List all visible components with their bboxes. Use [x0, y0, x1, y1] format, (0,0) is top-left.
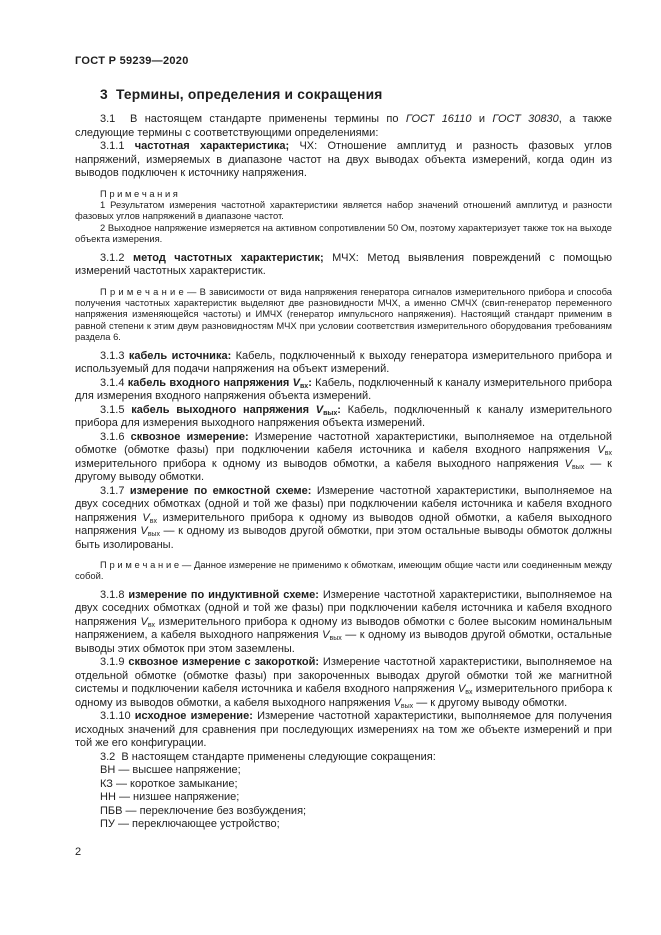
text-run: 3.1.10	[100, 710, 135, 723]
text-run: вх	[149, 517, 157, 525]
term-3-1-6	[75, 431, 612, 485]
text-run: Кабель, подключенный к выходу генератора измерительного прибора и используемый для подачи напряжения на объект измерений.	[75, 349, 612, 376]
abbrev-item-kz	[75, 778, 612, 792]
text-run: 3.1.4	[100, 376, 128, 389]
text-run: V	[140, 615, 148, 628]
text-run: вх	[300, 382, 309, 390]
text-run: П р и м е ч а н и е — Данное измерение не применимо к обмоткам, имеющим общие части или соединенным между собой.	[75, 559, 612, 582]
text-run: 3.1.6	[100, 430, 131, 443]
term-3-1-10	[75, 710, 612, 751]
text-run: вх	[465, 689, 473, 697]
abbrev-item-pbv	[75, 805, 612, 819]
text-run: 3.1.9	[100, 656, 129, 669]
text-run: ЧХ: Отношение амплитуд и разность фазовых углов напряжений, измеряемых в диапазоне частот на двух выводах объекта измерений, когда один из выводов подключен к источнику напряжения.	[75, 140, 612, 179]
text-run: МЧХ: Метод выявления повреждений с помощью измерений частотных характеристик.	[75, 251, 612, 278]
text-run: измерительного прибора к одному из выводов одной обмотки, а кабеля выходного напряжения	[75, 511, 612, 538]
text-run: ГОСТ 16110	[405, 113, 472, 125]
note-3-1-1-item-1	[75, 199, 612, 222]
text-run: и	[471, 113, 493, 125]
text-run: кабель входного напряжения	[127, 376, 293, 389]
document-body	[75, 87, 612, 832]
text-run: вых	[147, 531, 160, 539]
text-run: измерительного прибора к одному из выводов обмотки, а кабеля выходного напряжения	[75, 683, 613, 709]
text-run: — к другому выводу обмотки.	[413, 696, 568, 709]
text-run: 3.1.7	[100, 484, 130, 497]
text-run: Кабель, подключенный к каналу измерительного прибора для измерения входного напряжения объекта измерений.	[75, 376, 613, 403]
note-3-1-2	[75, 286, 612, 343]
text-run: V	[140, 525, 148, 538]
text-run: Измерение частотной характеристики, выполняемое на отдельной обмотке (обмотке фазы) при подключении кабеля источника и кабеля входного напряжения	[75, 430, 613, 457]
term-3-1-8	[75, 589, 612, 657]
text-run: кабель выходного напряжения	[131, 403, 316, 416]
text-run: — к другому выводу обмотки.	[75, 457, 612, 484]
text-run: V	[457, 683, 466, 696]
text-run: исходное измерение:	[134, 710, 253, 723]
para-3-2	[75, 751, 612, 765]
text-run: 3.1.1	[100, 140, 135, 152]
text-run: вых	[329, 635, 342, 643]
text-run: вых	[323, 409, 338, 417]
text-run: Измерение частотной характеристики, выполняемое на двух соседних обмотках (одной и той же фазы) при подключении кабеля источника и кабеля входного напряжения	[75, 484, 612, 524]
text-run: V	[597, 444, 605, 457]
para-3-1	[75, 113, 612, 140]
term-3-1-7	[75, 485, 612, 553]
text-run: V	[393, 696, 401, 709]
text-run: сквозное измерение:	[130, 430, 249, 443]
document-header-standard-code: ГОСТ Р 59239—2020	[75, 55, 189, 67]
text-run: Измерение частотной характеристики, выполняемое на двух соседних обмотках (одной и той же фазы) при подключении кабеля источника и кабеля входного напряжения	[75, 588, 612, 628]
text-run: Кабель, подключенный к каналу измерительного прибора для измерения выходного напряжения объекта измерений.	[75, 403, 612, 430]
text-run: :	[308, 376, 312, 389]
text-run: ПУ — переключающее устройство;	[100, 818, 280, 831]
text-run: КЗ — короткое замыкание;	[100, 777, 238, 790]
text-run: , а также следующие термины с соответствующими определениями:	[75, 113, 612, 139]
text-run: измерительного прибора к одному из выводов обмотки, а кабеля выходного напряжения	[75, 457, 565, 470]
text-run: V	[142, 511, 150, 524]
text-run: вх	[604, 450, 612, 458]
text-run: 3.1.2	[100, 251, 133, 264]
term-3-1-9	[75, 656, 612, 710]
abbrev-item-nn	[75, 791, 612, 805]
term-3-1-2	[75, 252, 612, 279]
text-run: 1 Результатом измерения частотной характеристики является набор значений отношений амплитуд и разности фазовых углов напряжений в диапазоне частот.	[75, 198, 612, 222]
note-3-1-7	[75, 559, 612, 582]
text-run: 3.1 В настоящем стандарте применены термины по	[100, 113, 406, 125]
text-run: 3 Термины, определения и сокращения	[100, 87, 383, 102]
text-run: вых	[400, 702, 414, 710]
text-run: метод частотных характеристик;	[132, 251, 324, 264]
page-number: 2	[75, 846, 82, 858]
text-run: Измерение частотной характеристики, выполняемое на отдельной обмотке (обмотке фазы) при закороченных выводах другой обмотки той же магнитной системы и подключении кабеля источника и кабеля входного напряжения	[75, 656, 612, 696]
text-run: частотная характеристика;	[134, 140, 290, 152]
section-heading	[75, 87, 612, 102]
text-run: V	[564, 457, 572, 470]
text-run: П р и м е ч а н и я	[100, 187, 178, 199]
term-3-1-5	[75, 404, 612, 431]
text-run: измерительного прибора к одному из выводов обмотки с более высоким номинальным напряжением, а кабеля выходного напряжения	[75, 615, 613, 642]
text-run: :	[337, 403, 341, 416]
abbrev-item-vn	[75, 764, 612, 778]
text-run: V	[315, 403, 324, 416]
text-run: Измерение частотной характеристики, выполняемое для получения исходных значений для сравнения при последующих измерениях на том же объекте измерений и при той же его конфигурации.	[75, 710, 612, 750]
term-3-1-3	[75, 350, 612, 377]
text-run: ПБВ — переключение без возбуждения;	[100, 804, 307, 817]
notes-label	[75, 188, 612, 199]
text-run: 3.1.8	[100, 588, 129, 601]
text-run: ВН — высшее напряжение;	[100, 764, 241, 777]
term-3-1-1	[75, 140, 612, 181]
text-run: 3.1.5	[100, 403, 132, 416]
text-run: НН — низшее напряжение;	[100, 791, 240, 804]
text-run: 2 Выходное напряжение измеряется на активном сопротивлении 50 Ом, поэтому характеризует также ток на выходе объекта измерения.	[75, 221, 612, 245]
text-run: 3.1.3	[100, 349, 129, 362]
abbrev-item-pu	[75, 818, 612, 832]
text-run: V	[292, 376, 300, 389]
text-run: — к одному из выводов другой обмотки, при этом остальные выводы обмоток должны быть изолированы.	[75, 525, 612, 551]
text-run: вх	[147, 621, 156, 629]
text-run: V	[322, 629, 330, 642]
text-run: измерение по емкостной схеме:	[129, 484, 312, 497]
text-run: кабель источника:	[128, 349, 232, 362]
text-run: ГОСТ 30830	[492, 113, 559, 125]
text-run: сквозное измерение с закороткой:	[128, 656, 320, 669]
text-run: П р и м е ч а н и е — В зависимости от вида напряжения генератора сигналов измерительного прибора и способа получения частотных характеристик выделяют две разновидности МЧХ, а именно СМЧХ (свип-генератор переменного напряжения изменяющейся частоты) и ИМЧХ (генератор импульсного напряжения). Настоящий стандарт применим в равной степени к этим двум разновидностям МЧХ при условии соответствия измерительного оборудования требованиям раздела 6.	[75, 285, 612, 343]
text-run: измерение по индуктивной схеме:	[128, 588, 319, 601]
text-run: 3.2 В настоящем стандарте применены следующие сокращения:	[100, 750, 436, 763]
text-run: вых	[571, 463, 585, 471]
note-3-1-1-item-2	[75, 222, 612, 245]
term-3-1-4	[75, 377, 612, 404]
text-run: — к одному из выводов другой обмотки, остальные выводы этих обмоток при этом заземлены.	[75, 629, 612, 655]
